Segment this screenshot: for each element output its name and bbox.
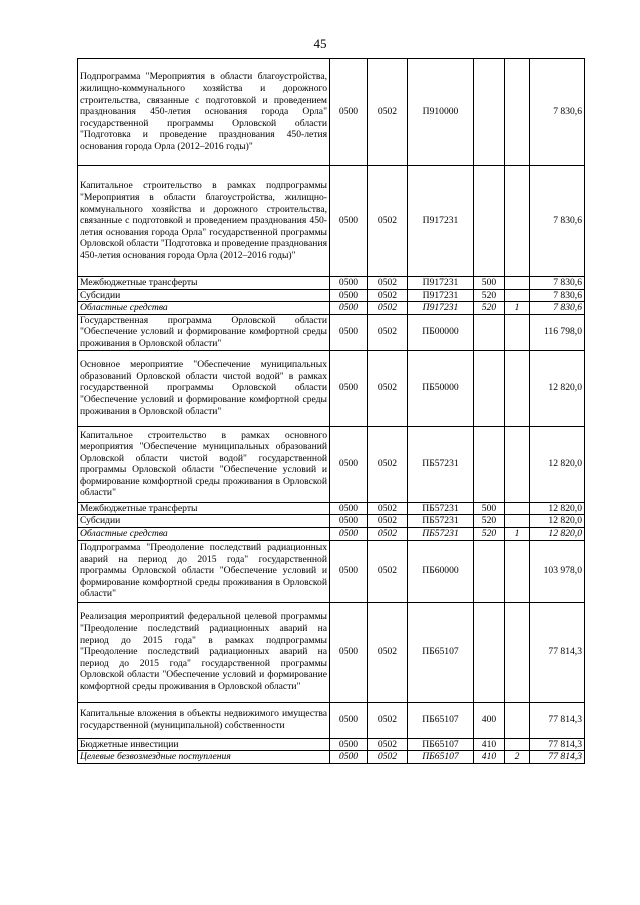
- row-description: Капитальное строительство в рамках подпрограммы "Мероприятия в области благоустройства, жилищно-коммунального хозяйства и дорожного строительства, связанные с подготовкой и проведением празднования 450-летия основания города Орла" государственной программы Орловской области "Подготовка и проведение празднования 450-летия основания города Орла (2012–2016 годы)": [78, 166, 330, 277]
- funding-source-code: 2: [505, 751, 530, 764]
- budget-table-body: [78, 59, 585, 764]
- expense-type-code: 400: [474, 702, 505, 738]
- amount: 7 830,6: [530, 277, 585, 290]
- funding-source-code: [505, 59, 530, 166]
- funding-source-code: [505, 702, 530, 738]
- table-row: [78, 426, 585, 502]
- row-description: Областные средства: [78, 302, 330, 315]
- amount: 7 830,6: [530, 302, 585, 315]
- table-row: [78, 277, 585, 290]
- amount: 12 820,0: [530, 502, 585, 515]
- target-article-code: ПБ65107: [408, 702, 474, 738]
- row-description: Областные средства: [78, 527, 330, 540]
- funding-source-code: [505, 738, 530, 751]
- row-description: Межбюджетные трансферты: [78, 502, 330, 515]
- subsection-code: 0502: [368, 540, 408, 602]
- amount: 77 814,3: [530, 602, 585, 702]
- subsection-code: 0502: [368, 302, 408, 315]
- row-description: Межбюджетные трансферты: [78, 277, 330, 290]
- amount: 12 820,0: [530, 515, 585, 528]
- section-code: 0500: [330, 59, 368, 166]
- row-description: Реализация мероприятий федеральной целевой программы "Преодоление последствий радиационных аварий на период до 2015 года" в рамках подпрограммы "Преодоление последствий радиационных аварий на период до 2015 года" государственной программы Орловской области "Обеспечение условий и формирование комфортной среды проживания в Орловской области": [78, 602, 330, 702]
- amount: 12 820,0: [530, 350, 585, 426]
- funding-source-code: [505, 515, 530, 528]
- target-article-code: ПБ65107: [408, 602, 474, 702]
- section-code: 0500: [330, 302, 368, 315]
- section-code: 0500: [330, 738, 368, 751]
- expense-type-code: 520: [474, 527, 505, 540]
- funding-source-code: [505, 277, 530, 290]
- table-row: [78, 59, 585, 166]
- subsection-code: 0502: [368, 515, 408, 528]
- row-description: Государственная программа Орловской области "Обеспечение условий и формирование комфортной среды проживания в Орловской области": [78, 314, 330, 350]
- expense-type-code: [474, 602, 505, 702]
- subsection-code: 0502: [368, 751, 408, 764]
- expense-type-code: [474, 314, 505, 350]
- target-article-code: ПБ60000: [408, 540, 474, 602]
- table-row: [78, 738, 585, 751]
- amount: 103 978,0: [530, 540, 585, 602]
- subsection-code: 0502: [368, 166, 408, 277]
- funding-source-code: [505, 426, 530, 502]
- row-description: Субсидии: [78, 289, 330, 302]
- section-code: 0500: [330, 515, 368, 528]
- target-article-code: П917231: [408, 289, 474, 302]
- target-article-code: ПБ00000: [408, 314, 474, 350]
- subsection-code: 0502: [368, 59, 408, 166]
- subsection-code: 0502: [368, 350, 408, 426]
- amount: 77 814,3: [530, 702, 585, 738]
- subsection-code: 0502: [368, 314, 408, 350]
- funding-source-code: [505, 166, 530, 277]
- target-article-code: ПБ50000: [408, 350, 474, 426]
- target-article-code: ПБ57231: [408, 502, 474, 515]
- section-code: 0500: [330, 314, 368, 350]
- amount: 12 820,0: [530, 527, 585, 540]
- amount: 77 814,3: [530, 738, 585, 751]
- expense-type-code: 500: [474, 277, 505, 290]
- row-description: Капитальные вложения в объекты недвижимого имущества государственной (муниципальной) собственности: [78, 702, 330, 738]
- section-code: 0500: [330, 289, 368, 302]
- funding-source-code: 1: [505, 527, 530, 540]
- expense-type-code: [474, 166, 505, 277]
- subsection-code: 0502: [368, 289, 408, 302]
- expense-type-code: [474, 540, 505, 602]
- section-code: 0500: [330, 350, 368, 426]
- table-row: [78, 602, 585, 702]
- expense-type-code: 520: [474, 302, 505, 315]
- funding-source-code: [505, 314, 530, 350]
- target-article-code: ПБ57231: [408, 515, 474, 528]
- section-code: 0500: [330, 277, 368, 290]
- subsection-code: 0502: [368, 502, 408, 515]
- page-number: 45: [313, 36, 327, 51]
- target-article-code: П917231: [408, 277, 474, 290]
- section-code: 0500: [330, 540, 368, 602]
- row-description: Подпрограмма "Преодоление последствий радиационных аварий на период до 2015 года" государственной программы Орловской области "Обеспечение условий и формирование комфортной среды проживания в Орловской области": [78, 540, 330, 602]
- expense-type-code: 520: [474, 515, 505, 528]
- funding-source-code: [505, 289, 530, 302]
- target-article-code: ПБ57231: [408, 527, 474, 540]
- row-description: Подпрограмма "Мероприятия в области благоустройства, жилищно-коммунального хозяйства и дорожного строительства, связанные с подготовкой и проведением празднования 450-летия основания города Орла" государственной программы Орловской области "Подготовка и проведение празднования 450-летия основания города Орла (2012–2016 годы)": [78, 59, 330, 166]
- subsection-code: 0502: [368, 426, 408, 502]
- table-row: [78, 166, 585, 277]
- target-article-code: ПБ65107: [408, 738, 474, 751]
- subsection-code: 0502: [368, 527, 408, 540]
- table-row: [78, 751, 585, 764]
- target-article-code: ПБ65107: [408, 751, 474, 764]
- section-code: 0500: [330, 426, 368, 502]
- expense-type-code: 410: [474, 738, 505, 751]
- table-row: [78, 540, 585, 602]
- expense-type-code: 500: [474, 502, 505, 515]
- table-row: [78, 702, 585, 738]
- table-row: [78, 302, 585, 315]
- target-article-code: П917231: [408, 302, 474, 315]
- table-row: [78, 515, 585, 528]
- target-article-code: П917231: [408, 166, 474, 277]
- budget-table: [77, 58, 585, 764]
- expense-type-code: [474, 426, 505, 502]
- table-row: [78, 527, 585, 540]
- funding-source-code: [505, 540, 530, 602]
- table-row: [78, 502, 585, 515]
- table-row: [78, 350, 585, 426]
- subsection-code: 0502: [368, 277, 408, 290]
- expense-type-code: 410: [474, 751, 505, 764]
- subsection-code: 0502: [368, 602, 408, 702]
- funding-source-code: [505, 502, 530, 515]
- amount: 7 830,6: [530, 59, 585, 166]
- funding-source-code: [505, 350, 530, 426]
- row-description: Субсидии: [78, 515, 330, 528]
- section-code: 0500: [330, 602, 368, 702]
- target-article-code: ПБ57231: [408, 426, 474, 502]
- section-code: 0500: [330, 166, 368, 277]
- subsection-code: 0502: [368, 738, 408, 751]
- expense-type-code: [474, 59, 505, 166]
- table-row: [78, 314, 585, 350]
- amount: 12 820,0: [530, 426, 585, 502]
- subsection-code: 0502: [368, 702, 408, 738]
- expense-type-code: 520: [474, 289, 505, 302]
- section-code: 0500: [330, 527, 368, 540]
- section-code: 0500: [330, 502, 368, 515]
- table-row: [78, 289, 585, 302]
- funding-source-code: [505, 602, 530, 702]
- row-description: Основное мероприятие "Обеспечение муниципальных образований Орловской области чистой водой" в рамках государственной программы Орловской области "Обеспечение условий и формирование комфортной среды проживания в Орловской области": [78, 350, 330, 426]
- row-description: Капитальное строительство в рамках основного мероприятия "Обеспечение муниципальных образований Орловской области чистой водой" государственной программы Орловской области "Обеспечение условий и формирование комфортной среды проживания в Орловской области": [78, 426, 330, 502]
- amount: 7 830,6: [530, 289, 585, 302]
- section-code: 0500: [330, 751, 368, 764]
- amount: 116 798,0: [530, 314, 585, 350]
- target-article-code: П910000: [408, 59, 474, 166]
- amount: 7 830,6: [530, 166, 585, 277]
- section-code: 0500: [330, 702, 368, 738]
- funding-source-code: 1: [505, 302, 530, 315]
- amount: 77 814,3: [530, 751, 585, 764]
- row-description: Бюджетные инвестиции: [78, 738, 330, 751]
- row-description: Целевые безвозмездные поступления: [78, 751, 330, 764]
- expense-type-code: [474, 350, 505, 426]
